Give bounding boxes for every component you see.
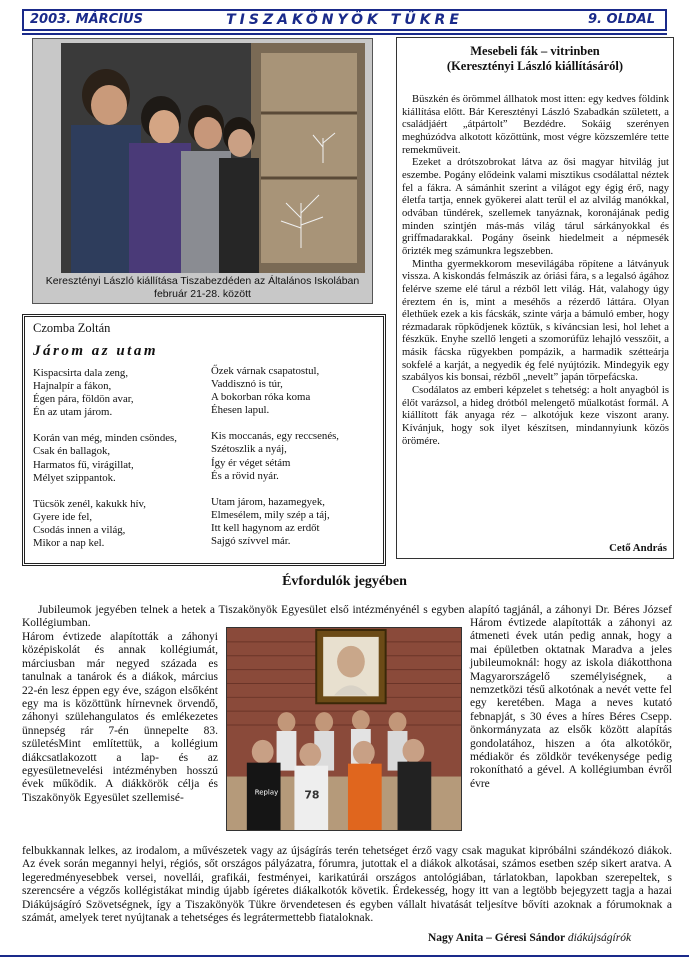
article-signature: Cető András <box>609 542 667 554</box>
poem-line: Sajgó szívvel már. <box>211 535 291 548</box>
poem-line: Csodás innen a világ, <box>33 523 126 536</box>
poem-stanza <box>211 496 339 548</box>
poem-line: Gyere ide fel, <box>33 510 93 523</box>
exhibition-photo-frame <box>32 38 373 304</box>
poem-title: Járom az utam <box>33 343 159 359</box>
anniversary-left-column: Három évtizede alapították a záhonyi középiskolát és annak kollégiumát, márciusban már negyed százada es tanulnak a tanárok és a diákok, március 22-én lesz éppen egy éve, szágon elsőként egy ma is közöttünk hírnevnek örvendő, záhonyi szülehangulatos és emlékezetes ünnepség rár 7-én ünnepelte 83. születésMint említettük, a kollégium diákcsatlakozott a lap- és az egyesületnevelési intézményben hosszú évek működik. A diákkörök célja és Tiszakönyök Egyesület szellemisé- <box>22 631 218 804</box>
exhibition-article <box>396 37 674 559</box>
shirt-number: 78 <box>304 788 320 802</box>
photo-caption: Keresztényi László kiállítása Tiszabezdéden az Általános Iskolában február 21-28. között <box>45 275 360 300</box>
article-paragraph: Mintha gyermekkorom mesevilágába röpítene a látványuk vissza. A kiskondás felmászik az óriási fára, s a legalsó ágához felérve szeme elé tárul a rézből lett világ. Hát, valahogy úgy éreztem én is, mint a meséhős a rézerdő láttára. Olyan élethűek ezek a kis fácskák, szinte várja a bámuló ember, hogy rézmadarak röpködjenek köztük, s kíváncsian lesi, hol lehet a fészkük. Enyhe szellő lengeti a szomorúfűz lehajló vesszőit, a másik fácska rügyekben pompázik, a harmadik szétteárja sokfelé a karját, a negyedik ég felé nyújtózik. Mindegyik egy szabályos kis bonsai, rézből „nevelt” japán törpefácska. <box>402 258 669 384</box>
poem-line: Mélyet szippantok. <box>33 471 116 484</box>
college-group-photo-frame <box>226 627 462 831</box>
anniversary-right-column: Három évtizede alapították a záhonyi az átmeneti évek után pedig annak, hogy a mai épületben oktatnak Maradva a jeles jubileumoknál: hogy az iskola diákotthona Magyarországelő személyiségnek, a nemzetközi tésű alkotónak a nevét vette fel egy keretében. Maga a neves kutató febnapját, s 30 éves a híres Béres Csepp. önkormányzata az elsők között alapítás gondolatához, hiszen a óta alkotókör, médiakör és zöldkör tevékenysége pedig rokonítható a gével. A kollégiumban évről évre <box>470 617 672 790</box>
poem-line: Itt kell hagynom az erdőt <box>211 521 320 534</box>
article-paragraph: Csodálatos az emberi képzelet s tehetség: a holt anyagból is élőt varázsol, a hideg drótból melengető műalkotást formál. A kiállított fák anyaga réz – alkotójuk keze viszont arany. Kívánjuk, hogy sok ilyet készítsen, mindannyiunk közös örömére. <box>402 385 669 447</box>
poem-line: Őzek várnak csapatostul, <box>211 365 320 377</box>
article-paragraph: Büszkén és örömmel állhatok most itten: egy kedves földink kiállítása előtt. Bár Keresztényi László Szabadkán született, a családjáért „átpártolt” Bezdédre. Sokáig szerényen meghúzódva alkotott közöttünk, most végre közszemlére tette remekműveit. <box>402 94 669 156</box>
article-paragraph: Ezeket a drótszobrokat látva az ősi magyar hitvilág jut eszembe. Pogány elődeink valami misztikus csodálattal néztek fel a fákra. A sámánhit szerint a világot egy égig érő, nagy életfa tartja, ennek gyökerei alatt terül el az alvilág manókkal, odvában tündérek, szellemek tanyáznak, koronájának pedig minden szintjén más-más világ tárul sárkányokkal és griffmadarakkal. Pogány őseink hiedelmeit a népmesék őrizték meg számunkra legszebben. <box>402 157 669 257</box>
poem-box <box>22 314 386 566</box>
poem-author: Czomba Zoltán <box>33 321 111 335</box>
article-title-sub: (Keresztényi László kiállításáról) <box>446 59 624 73</box>
poem-line: Csak én ballagok, <box>33 445 111 458</box>
poem-line: Elmesélem, mily szép a táj, <box>211 508 330 521</box>
page-header <box>22 9 667 31</box>
poem-line: És a rövid nyár. <box>211 469 279 482</box>
poem-stanza <box>33 498 177 550</box>
poem-column-left <box>33 367 177 563</box>
signature-role: diákújságírók <box>567 932 632 944</box>
poem-line: Én az utam járom. <box>33 406 113 419</box>
poem-line: Kispacsirta dala zeng, <box>33 367 129 379</box>
poem-line: Mikor a nap kel. <box>33 537 105 550</box>
college-group-photo <box>227 628 461 830</box>
poem-line: Szétoszlik a nyáj, <box>211 443 287 456</box>
poem-line: Korán van még, minden csöndes, <box>33 432 177 445</box>
shirt-logo: Replay <box>254 788 279 797</box>
anniversary-title: Évfordulók jegyében <box>282 574 407 589</box>
poem-line: Harmatos fű, virágillat, <box>33 458 134 471</box>
poem-line: Vaddisznó is túr, <box>211 378 283 391</box>
poem-line: A bokorban róka koma <box>211 391 311 404</box>
page-number: 9. OLDAL <box>588 12 655 27</box>
anniversary-closing: felbukkannak lelkes, az irodalom, a művészetek vagy az újságírás terén tehetséget érző vagy csak magukat kipróbálni szándékozó diákok. Az évek során megannyi helyi, régiós, sőt országos pályázatra, fórumra, jutottak el a diákok alkotásai, számos esetben szép sikert aratva. A legeredményesebbek versei, novellái, grafikái, festményei, karikatúrái országos antológiában, tárlatokban, lapokban szerepeltek, s szerencsére a végzős kollégistákat mindig újabb ígéretes diákalkotók követik. Érdekesség, hogy itt van a legtöbb bejegyzett tagja a hazai Diákújságíró Szövetségnek, így a Tiszakönyök Tükre örvendetesen és egyben vállalt hivatását teljesítve bővíti azoknak a fórumoknak a számát, amelyek teret nyújtanak a tehetséges és legrátermettebb fiataloknak. <box>22 845 672 925</box>
poem-line: Így ér véget sétám <box>211 456 291 469</box>
footer-rule <box>0 955 689 957</box>
anniversary-signature <box>428 932 631 944</box>
newspaper-title: TISZAKÖNYÖK TÜKRE <box>226 12 463 28</box>
header-rule <box>22 33 667 35</box>
poem-line: Hajnalpír a fákon, <box>33 380 112 393</box>
article-title-main: Mesebeli fák – vitrinben <box>470 44 600 58</box>
article-title <box>397 44 673 74</box>
article-body <box>402 94 669 448</box>
anniversary-lead: Jubileumok jegyében telnek a hetek a Tiszakönyök Egyesület első intézményénél s egyben alapító tagjánál, a záhonyi Dr. Béres József Kollégiumban. <box>22 604 672 630</box>
poem-stanza <box>211 430 339 482</box>
signature-names: Nagy Anita – Géresi Sándor <box>428 932 565 944</box>
poem-line: Éhesen lapul. <box>211 404 270 417</box>
exhibition-photo <box>61 43 365 273</box>
poem-line: Égen pára, földön avar, <box>33 393 134 406</box>
poem-column-right <box>211 365 339 561</box>
poem-line: Kis moccanás, egy reccsenés, <box>211 430 340 443</box>
poem-line: Tücsök zenél, kakukk hív, <box>33 497 146 510</box>
poem-stanza <box>33 367 177 419</box>
poem-stanza <box>33 432 177 484</box>
poem-stanza <box>211 365 339 417</box>
issue-date: 2003. MÁRCIUS <box>30 12 143 27</box>
poem-line: Utam járom, hazamegyek, <box>211 495 325 508</box>
